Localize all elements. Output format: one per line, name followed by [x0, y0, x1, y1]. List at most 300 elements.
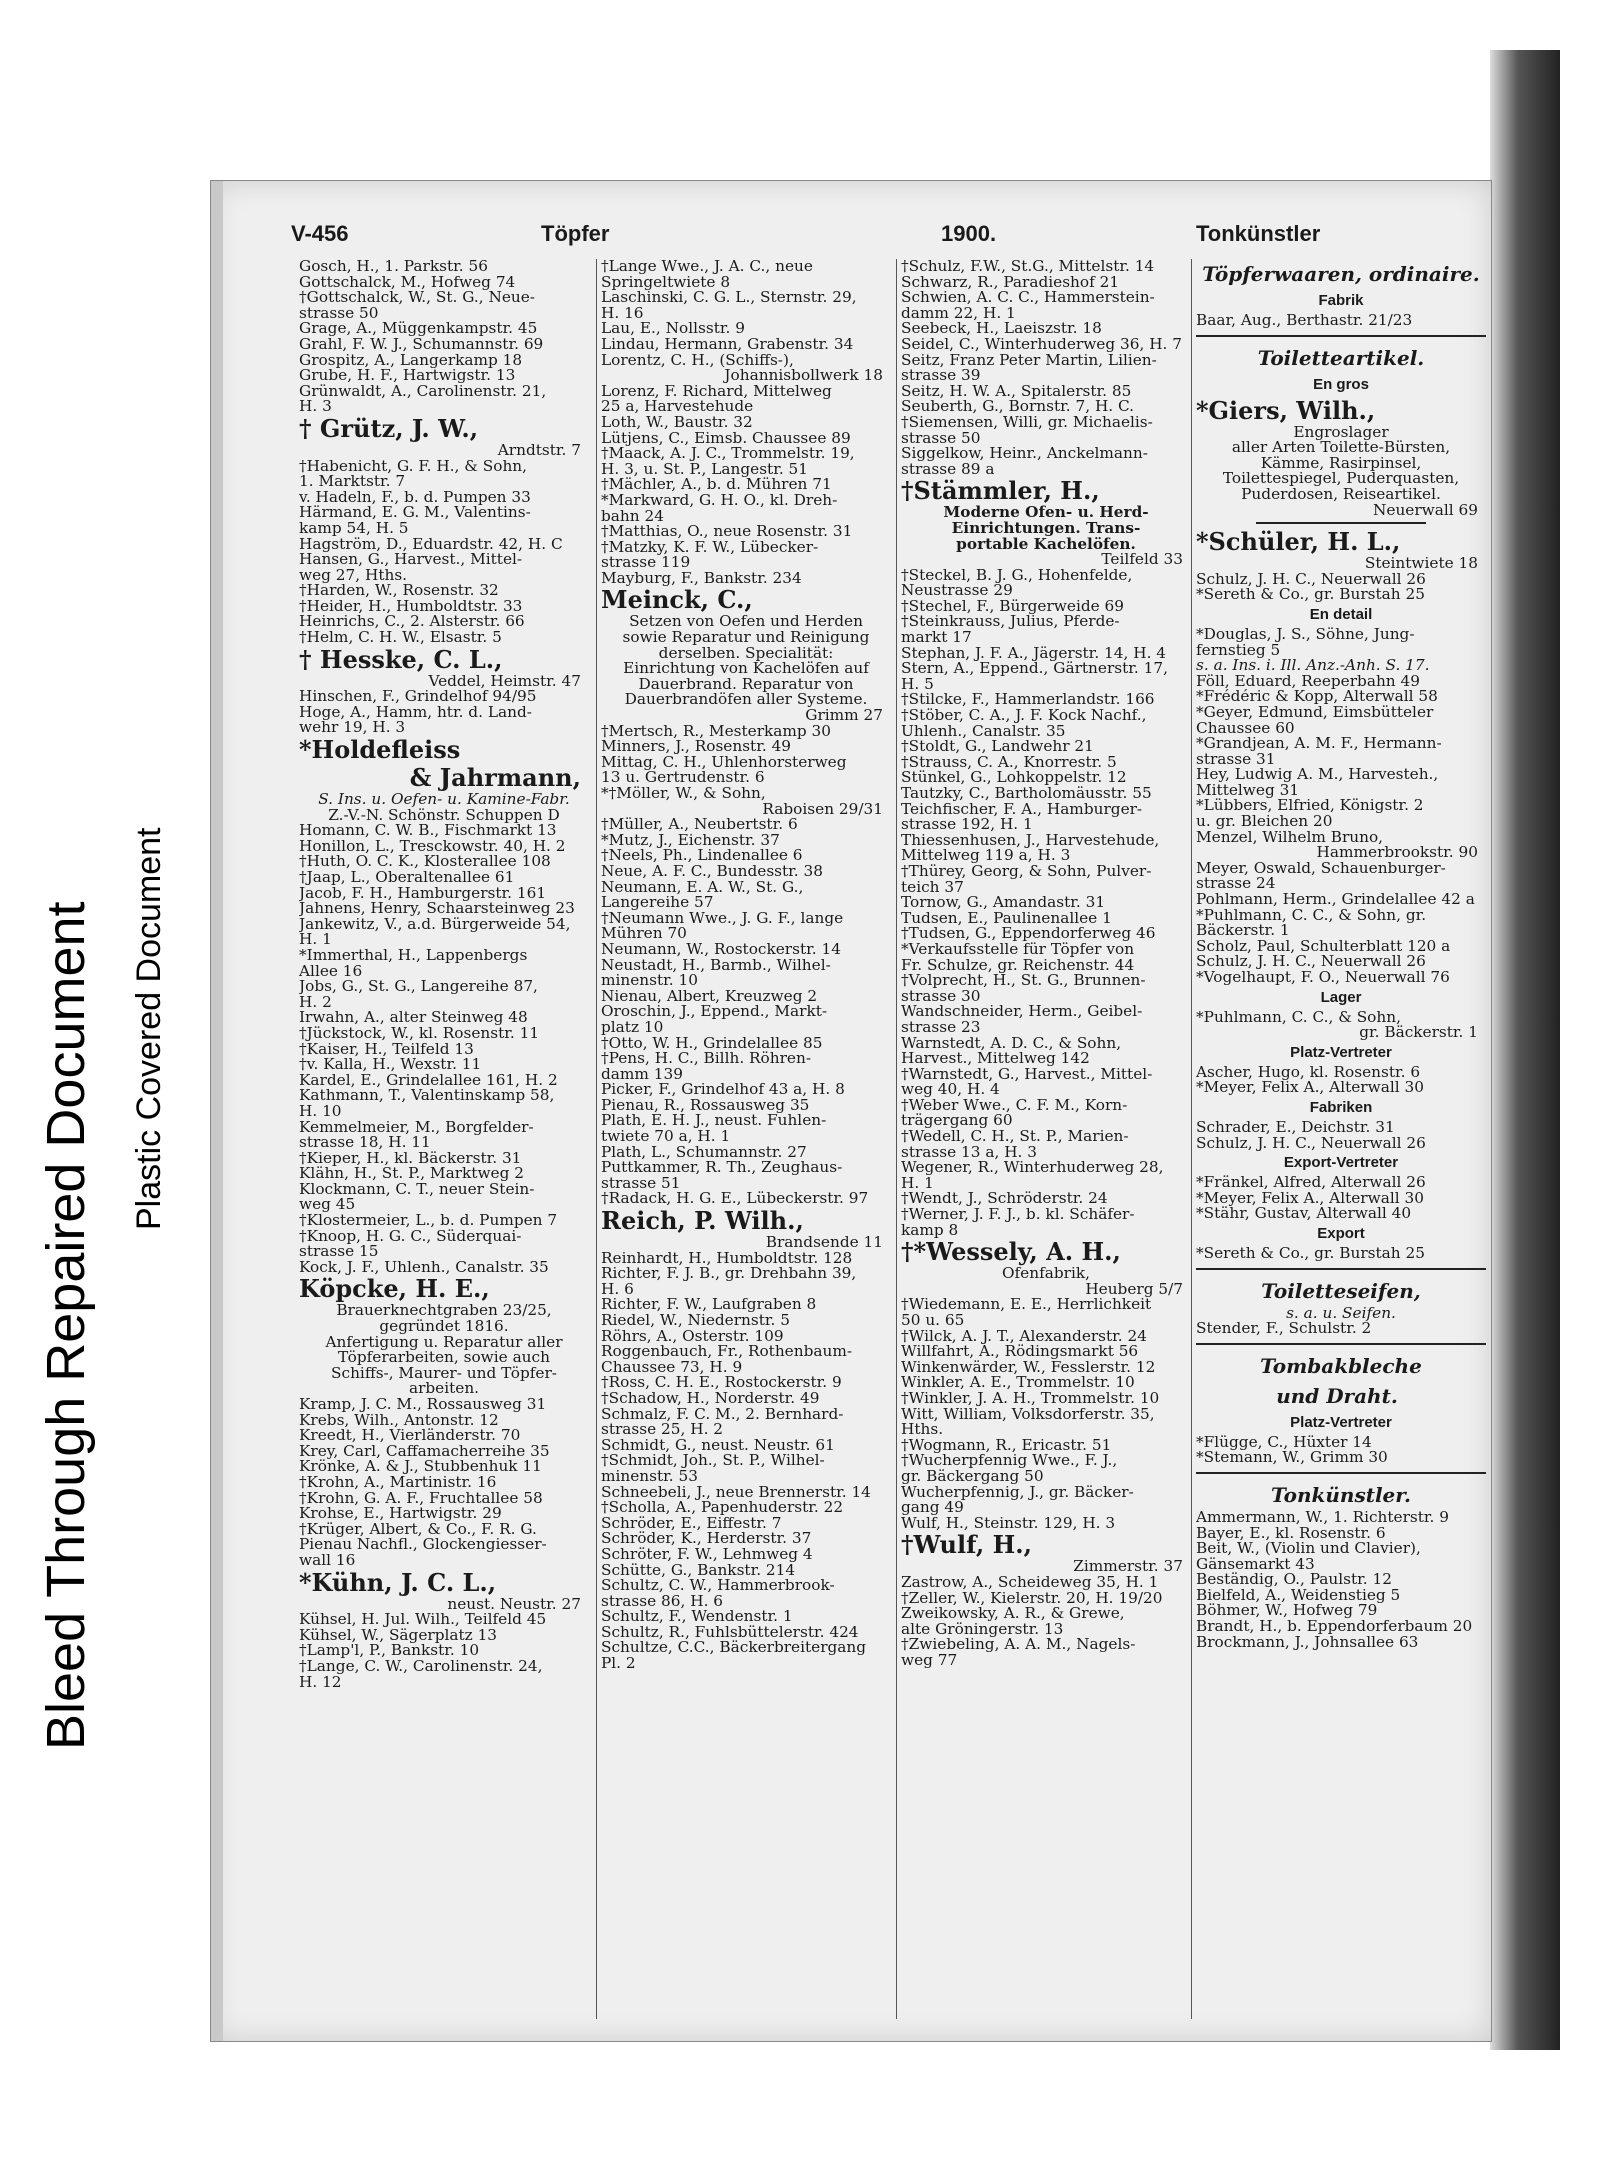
directory-entry: Schiffs-, Maurer- und Töpfer-: [331, 1365, 557, 1382]
directory-entry: Moderne Ofen- u. Herd-: [943, 505, 1149, 521]
directory-entry: strasse 24: [1196, 876, 1276, 893]
directory-entry: †Lamp'l, P., Bankstr. 10: [299, 1643, 480, 1659]
directory-entry: damm 22, H. 1: [901, 305, 1016, 322]
directory-entry: Arndtstr. 7: [497, 442, 581, 459]
directory-entry: †Wiedemann, E. E., Herrlichkeit: [901, 1297, 1152, 1313]
advert-name: *Kühn, J. C. L.,: [299, 1568, 497, 1597]
directory-entry: Witt, William, Volksdorferstr. 35,: [901, 1406, 1155, 1423]
directory-entry: Chaussee 60: [1196, 720, 1295, 737]
advert-name: †Stämmler, H.,: [901, 477, 1100, 506]
directory-entry: bahn 24: [601, 508, 664, 525]
directory-entry: Ascher, Hugo, kl. Rosenstr. 6: [1196, 1064, 1421, 1081]
directory-entry: †Müller, A., Neubertstr. 6: [601, 817, 798, 833]
directory-entry: Harvest., Mittelweg 142: [901, 1051, 1090, 1067]
directory-entry: H. 1: [299, 932, 332, 948]
directory-entry: Pienau, R., Rossausweg 35: [601, 1097, 810, 1114]
directory-entry: kamp 54, H. 5: [299, 520, 409, 537]
directory-entry: Hoge, A., Hamm, htr. d. Land-: [299, 704, 532, 721]
directory-entry: †Neumann Wwe., J. G. F., lange: [601, 910, 844, 927]
section-divider: [1196, 1268, 1486, 1270]
directory-entry: Gosch, H., 1. Parkstr. 56: [299, 259, 488, 275]
directory-entry: gegründet 1816.: [379, 1319, 509, 1335]
directory-entry: v. Hadeln, F., b. d. Pumpen 33: [299, 489, 531, 506]
directory-entry: twiete 70 a, H. 1: [601, 1129, 731, 1145]
directory-entry: †Jaap, L., Oberaltenallee 61: [299, 870, 515, 886]
directory-entry: Beständig, O., Paulstr. 12: [1196, 1572, 1392, 1588]
directory-entry: gr. Bäckerstr. 1: [1359, 1025, 1478, 1041]
directory-entry: Minners, J., Rosenstr. 49: [601, 739, 792, 755]
advert-name: †*Wessely, A. H.,: [901, 1238, 1121, 1267]
directory-entry: †Kaiser, H., Teilfeld 13: [299, 1041, 474, 1058]
book-spine-shadow: [1490, 50, 1560, 2050]
directory-entry: strasse 23: [901, 1019, 981, 1036]
directory-entry: Mayburg, F., Bankstr. 234: [601, 570, 802, 587]
directory-entry: Lindau, Hermann, Grabenstr. 34: [601, 336, 854, 353]
directory-entry: Krönke, A. & J., Stubbenhuk 11: [299, 1459, 542, 1475]
directory-entry: Mittag, C. H., Uhlenhorsterweg: [601, 754, 847, 771]
directory-entry: Pohlmann, Herm., Grindelallee 42 a: [1196, 892, 1475, 908]
directory-entry: Kardel, E., Grindelallee 161, H. 2: [299, 1072, 558, 1089]
directory-entry: Winkenwärder, W., Fesslerstr. 12: [901, 1359, 1156, 1376]
sidebar-secondary-label: Plastic Covered Document: [130, 827, 168, 1230]
directory-entry: †Weber Wwe., C. F. M., Korn-: [901, 1097, 1128, 1114]
directory-entry: minenstr. 10: [601, 973, 698, 989]
section-divider: [1196, 1343, 1486, 1345]
directory-entry: H. 6: [601, 1281, 634, 1298]
directory-entry: *Fränkel, Alfred, Alterwall 26: [1196, 1175, 1426, 1191]
column-divider: [896, 259, 897, 2019]
directory-entry: sowie Reparatur und Reinigung: [622, 630, 870, 646]
directory-entry: weg 40, H. 4: [901, 1082, 1000, 1098]
directory-entry: strasse 50: [901, 430, 981, 447]
page-number: V-456: [291, 221, 349, 246]
subsection-heading: En detail: [1309, 605, 1373, 623]
directory-entry: Mühren 70: [601, 926, 687, 942]
directory-entry: Teilfeld 33: [1101, 552, 1183, 568]
directory-entry: †Tudsen, G., Eppendorferweg 46: [901, 926, 1156, 942]
directory-entry: trägergang 60: [901, 1113, 1013, 1130]
directory-entry: Setzen von Oefen und Herden: [629, 614, 863, 631]
directory-entry: †Strauss, C. A., Knorrestr. 5: [901, 754, 1117, 771]
directory-entry: strasse 192, H. 1: [901, 817, 1033, 833]
directory-entry: H. 1: [901, 1175, 934, 1192]
directory-entry: Uhlenh., Canalstr. 35: [901, 723, 1066, 740]
directory-entry: †Mertsch, R., Mesterkamp 30: [601, 723, 832, 740]
directory-entry: Bielfeld, A., Weidenstieg 5: [1196, 1587, 1401, 1604]
directory-entry: weg 27, Hths.: [299, 567, 408, 584]
advert-name: †Wulf, H.,: [901, 1531, 1032, 1560]
directory-entry: strasse 50: [299, 305, 379, 322]
directory-entry: H. 3: [299, 399, 332, 415]
directory-entry: s. a. u. Seifen.: [1286, 1305, 1396, 1322]
directory-entry: Zweikowsky, A. R., & Grewe,: [901, 1606, 1125, 1622]
directory-entry: Kreedt, H., Vierländerstr. 70: [299, 1428, 521, 1444]
directory-entry: Loth, W., Baustr. 32: [601, 414, 753, 431]
directory-entry: *Immerthal, H., Lappenbergs: [299, 947, 528, 964]
directory-entry: †Ross, C. H. E., Rostockerstr. 9: [601, 1375, 842, 1391]
directory-entry: H. 3, u. St. P., Langestr. 51: [601, 461, 809, 478]
directory-entry: Lau, E., Nollsstr. 9: [601, 321, 745, 337]
directory-entry: †Mächler, A., b. d. Mühren 71: [601, 477, 832, 493]
directory-entry: Grimm 27: [805, 708, 883, 724]
directory-entry: Johannisbollwerk 18: [724, 368, 883, 384]
directory-entry: H. 12: [299, 1674, 342, 1691]
directory-entry: †Volprecht, H., St. G., Brunnen-: [901, 973, 1146, 989]
directory-entry: Hey, Ludwig A. M., Harvesteh.,: [1196, 767, 1439, 783]
directory-entry: Härmand, E. G. M., Valentins-: [299, 505, 531, 521]
directory-entry: †Kieper, H., kl. Bäckerstr. 31: [299, 1150, 522, 1167]
directory-entry: †Lange Wwe., J. A. C., neue: [601, 259, 813, 275]
directory-entry: *Flügge, C., Hüxter 14: [1196, 1434, 1372, 1451]
directory-entry: *Stähr, Gustav, Alterwall 40: [1196, 1206, 1412, 1222]
directory-entry: *Meyer, Felix A., Alterwall 30: [1196, 1190, 1424, 1207]
directory-entry: 25 a, Harvestehude: [601, 399, 754, 415]
directory-entry: Schwien, A. C. C., Hammerstein-: [901, 290, 1155, 306]
directory-entry: strasse 30: [901, 988, 981, 1005]
directory-entry: Schultz, R., Fuhlsbüttelerstr. 424: [601, 1624, 859, 1641]
directory-entry: †Wilck, A. J. T., Alexanderstr. 24: [901, 1328, 1147, 1345]
directory-entry: Wucherpfennig, J., gr. Bäcker-: [901, 1484, 1134, 1501]
directory-entry: Tautzky, C., Bartholomäusstr. 55: [901, 786, 1152, 802]
directory-entry: †Wendt, J., Schröderstr. 24: [901, 1191, 1108, 1208]
directory-entry: Gänsemarkt 43: [1196, 1556, 1315, 1573]
directory-entry: Seidel, C., Winterhuderweg 36, H. 7: [901, 336, 1182, 353]
directory-entry: Reinhardt, H., Humboldtstr. 128: [601, 1250, 853, 1267]
directory-entry: †Helm, C. H. W., Elsastr. 5: [299, 630, 502, 646]
directory-column-1: [299, 259, 589, 1690]
directory-entry: †v. Kalla, H., Wexstr. 11: [299, 1057, 482, 1073]
directory-entry: Schultz, C. W., Hammerbrook-: [601, 1578, 835, 1594]
directory-entry: Brauerknechtgraben 23/25,: [336, 1303, 552, 1320]
subsection-heading: Fabrik: [1318, 292, 1364, 309]
directory-entry: fernstieg 5: [1196, 642, 1281, 659]
section-divider: [1196, 335, 1486, 337]
directory-entry: S. Ins. u. Oefen- u. Kamine-Fabr.: [318, 792, 570, 808]
directory-entry: Jacob, F. H., Hamburgerstr. 161: [299, 885, 547, 902]
directory-entry: Klähn, H., St. P., Marktweg 2: [299, 1166, 524, 1182]
advert-name: *Holdefleiss: [299, 736, 461, 765]
directory-entry: Seebeck, H., Laeiszstr. 18: [901, 321, 1102, 337]
directory-entry: †Schulz, F.W., St.G., Mittelstr. 14: [901, 259, 1155, 275]
subsection-heading: Fabriken: [1309, 1098, 1373, 1116]
directory-entry: †Winkler, J. A. H., Trommelstr. 10: [901, 1390, 1160, 1407]
directory-entry: *Lübbers, Elfried, Königstr. 2: [1196, 798, 1424, 815]
directory-entry: Stender, F., Schulstr. 2: [1196, 1321, 1372, 1337]
subsection-heading: Platz-Vertreter: [1290, 1413, 1392, 1431]
directory-entry: Seitz, H. W. A., Spitalerstr. 85: [901, 383, 1132, 400]
directory-entry: Grube, H. F., Hartwigstr. 13: [299, 368, 516, 384]
directory-entry: strasse 31: [1196, 751, 1276, 768]
directory-entry: Kemmelmeier, M., Borgfelder-: [299, 1119, 534, 1136]
directory-entry: Menzel, Wilhelm Bruno,: [1196, 829, 1384, 846]
directory-entry: Kämme, Rasirpinsel,: [1260, 455, 1422, 472]
directory-entry: Scholz, Paul, Schulterblatt 120 a: [1196, 938, 1451, 955]
directory-entry: *Puhlmann, C. C., & Sohn,: [1196, 1009, 1401, 1026]
directory-entry: †Stöber, C. A., J. F. Kock Nachf.,: [901, 708, 1147, 724]
directory-entry: Thiessenhusen, J., Harvestehude,: [901, 832, 1160, 849]
directory-entry: *Grandjean, A. M. F., Hermann-: [1196, 736, 1442, 752]
directory-entry: Brandt, H., b. Eppendorferbaum 20: [1196, 1619, 1473, 1635]
advert-name: *Giers, Wilh.,: [1196, 396, 1376, 425]
directory-entry: Jahnens, Henry, Schaarsteinweg 23: [299, 901, 575, 917]
directory-entry: †Otto, W. H., Grindelallee 85: [601, 1035, 823, 1052]
directory-entry: †Matthias, O., neue Rosenstr. 31: [601, 524, 853, 540]
directory-entry: strasse 18, H. 11: [299, 1135, 431, 1151]
directory-entry: H. 5: [901, 676, 934, 693]
directory-entry: *Frédéric & Kopp, Alterwall 58: [1196, 689, 1438, 705]
directory-entry: Jobs, G., St. G., Langereihe 87,: [299, 979, 538, 995]
running-header: [291, 221, 1391, 251]
directory-entry: Stern, A., Eppend., Gärtnerstr. 17,: [901, 661, 1168, 677]
directory-entry: Anfertigung u. Reparatur aller: [325, 1334, 563, 1351]
directory-entry: portable Kachelöfen.: [956, 536, 1136, 553]
directory-entry: Grahl, F. W. J., Schumannstr. 69: [299, 336, 544, 353]
directory-entry: Tornow, G., Amandastr. 31: [901, 895, 1106, 911]
directory-entry: †Krohn, G. A. F., Fruchtallee 58: [299, 1490, 543, 1507]
directory-entry: s. a. Ins. i. Ill. Anz.-Anh. S. 17.: [1196, 658, 1430, 674]
directory-entry: Z.-V.-N. Schönstr. Schuppen D: [328, 807, 560, 824]
directory-entry: kamp 8: [901, 1222, 959, 1239]
directory-entry: Jankewitz, V., a.d. Bürgerweide 54,: [299, 916, 571, 933]
directory-entry: Neustadt, H., Barmb., Wilhel-: [601, 957, 831, 974]
directory-column-2: [601, 259, 891, 1672]
subsection-heading: Export-Vertreter: [1283, 1154, 1399, 1172]
directory-entry: †Krüger, Albert, & Co., F. R. G.: [299, 1521, 537, 1538]
directory-entry: †Harden, W., Rosenstr. 32: [299, 583, 499, 599]
directory-entry: Dauerbrand. Reparatur von: [638, 676, 854, 693]
directory-entry: *Douglas, J. S., Söhne, Jung-: [1196, 626, 1415, 643]
directory-entry: Bäckerstr. 1: [1196, 923, 1290, 939]
directory-entry: strasse 86, H. 6: [601, 1593, 724, 1610]
directory-entry: *Puhlmann, C. C., & Sohn, gr.: [1196, 907, 1427, 924]
directory-entry: H. 2: [299, 994, 332, 1011]
directory-entry: minenstr. 53: [601, 1468, 698, 1485]
directory-entry: Lorenz, F. Richard, Mittelweg: [601, 383, 832, 400]
directory-entry: Hansen, G., Harvest., Mittel-: [299, 552, 523, 568]
directory-entry: †Matzky, K. F. W., Lübecker-: [601, 539, 819, 556]
directory-entry: weg 77: [901, 1652, 958, 1669]
directory-entry: Picker, F., Grindelhof 43 a, H. 8: [601, 1082, 845, 1098]
directory-entry: Chaussee 73, H. 9: [601, 1359, 743, 1376]
directory-entry: u. gr. Bleichen 20: [1196, 814, 1333, 830]
directory-entry: Seitz, Franz Peter Martin, Lilien-: [901, 352, 1157, 369]
directory-entry: Kühsel, W., Sägerplatz 13: [299, 1627, 498, 1644]
directory-entry: Toilettespiegel, Puderquasten,: [1222, 471, 1460, 487]
directory-entry: Neumann, W., Rostockerstr. 14: [601, 941, 841, 958]
directory-entry: Kathmann, T., Valentinskamp 58,: [299, 1088, 555, 1104]
directory-entry: Raboisen 29/31: [762, 801, 883, 818]
scanned-page: [210, 180, 1492, 2042]
directory-entry: *Markward, G. H. O., kl. Dreh-: [601, 492, 838, 509]
directory-entry: Puttkammer, R. Th., Zeughaus-: [601, 1160, 843, 1176]
directory-entry: *Vogelhaupt, F. O., Neuerwall 76: [1196, 970, 1450, 986]
directory-entry: Riedel, W., Niedernstr. 5: [601, 1313, 790, 1329]
directory-entry: *Verkaufsstelle für Töpfer von: [901, 941, 1135, 958]
directory-entry: alte Gröningerstr. 13: [901, 1621, 1064, 1638]
directory-entry: strasse 51: [601, 1175, 681, 1192]
section-divider: [1196, 1472, 1486, 1474]
section-heading: Toiletteartikel.: [1257, 345, 1425, 370]
directory-entry: Schneebeli, J., neue Brennerstr. 14: [601, 1484, 871, 1501]
directory-entry: Neumann, E. A. W., St. G.,: [601, 879, 804, 896]
directory-entry: Gottschalck, M., Hofweg 74: [299, 274, 516, 291]
directory-entry: Grünwaldt, A., Carolinenstr. 21,: [299, 383, 547, 400]
directory-entry: †Scholla, A., Papenhuderstr. 22: [601, 1500, 844, 1516]
directory-entry: *Meyer, Felix A., Alterwall 30: [1196, 1080, 1424, 1096]
directory-entry: Willfahrt, A., Rödingsmarkt 56: [901, 1344, 1139, 1360]
subsection-heading: Platz-Vertreter: [1290, 1043, 1392, 1061]
sidebar-labels: [30, 700, 190, 1750]
directory-entry: strasse 89 a: [901, 461, 995, 478]
directory-entry: Krohse, E., Hartwigstr. 29: [299, 1506, 502, 1522]
directory-entry: *Mutz, J., Eichenstr. 37: [601, 832, 780, 849]
directory-entry: Stephan, J. F. A., Jägerstr. 14, H. 4: [901, 645, 1167, 662]
directory-entry: Meyer, Oswald, Schauenburger-: [1196, 860, 1446, 877]
directory-entry: Föll, Eduard, Reeperbahn 49: [1196, 673, 1420, 690]
directory-entry: 13 u. Gertrudenstr. 6: [601, 770, 765, 786]
directory-entry: †Jückstock, W., kl. Rosenstr. 11: [299, 1025, 540, 1042]
directory-entry: strasse 15: [299, 1244, 379, 1260]
column-divider: [1191, 259, 1192, 2019]
directory-entry: †Stechel, F., Bürgerweide 69: [901, 598, 1125, 615]
directory-entry: †Werner, J. F. J., b. kl. Schäfer-: [901, 1207, 1135, 1223]
directory-entry: Nienau, Albert, Kreuzweg 2: [601, 988, 818, 1005]
section-heading: und Draht.: [1276, 1383, 1398, 1408]
directory-entry: Bayer, E., kl. Rosenstr. 6: [1196, 1525, 1386, 1542]
advert-name: † Grütz, J. W.,: [299, 414, 479, 443]
directory-entry: †Siemensen, Willi, gr. Michaelis-: [901, 414, 1153, 431]
directory-entry: †Zwiebeling, A. A. M., Nagels-: [901, 1637, 1136, 1653]
directory-entry: Neustrasse 29: [901, 583, 1013, 599]
advert-name: & Jahrmann,: [409, 764, 581, 793]
directory-entry: wall 16: [299, 1552, 356, 1569]
directory-entry: Schröder, K., Herderstr. 37: [601, 1531, 812, 1547]
directory-entry: †Maack, A. J. C., Trommelstr. 19,: [601, 446, 855, 462]
directory-entry: Ofenfabrik,: [1001, 1266, 1091, 1282]
directory-entry: Richter, F. W., Laufgraben 8: [601, 1297, 817, 1313]
directory-entry: 1. Marktstr. 7: [299, 474, 406, 490]
directory-entry: Tudsen, E., Paulinenallee 1: [901, 910, 1112, 927]
directory-entry: Baar, Aug., Berthastr. 21/23: [1196, 313, 1413, 329]
directory-entry: Krey, Carl, Caffamacherreihe 35: [299, 1443, 550, 1460]
directory-entry: †Pens, H. C., Billh. Röhren-: [601, 1051, 812, 1067]
directory-entry: Böhmer, W., Hofweg 79: [1196, 1603, 1378, 1620]
directory-entry: Allee 16: [299, 963, 363, 980]
directory-entry: Steintwiete 18: [1364, 556, 1478, 572]
advert-name: Köpcke, H. E.,: [299, 1275, 490, 1304]
sidebar-primary-label: Bleed Through Repaired Document: [36, 901, 96, 1750]
directory-entry: Mittelweg 31: [1196, 782, 1300, 799]
advert-name: *Schüler, H. L.,: [1196, 528, 1401, 557]
advert-name: † Hesske, C. L.,: [299, 645, 503, 674]
directory-entry: Wulf, H., Steinstr. 129, H. 3: [901, 1515, 1116, 1532]
section-heading: Töpferwaaren, ordinaire.: [1202, 262, 1480, 286]
directory-entry: †Zeller, W., Kielerstr. 20, H. 19/20: [901, 1590, 1163, 1607]
directory-entry: Hths.: [901, 1422, 944, 1438]
directory-entry: †Stoldt, G., Landwehr 21: [901, 739, 1094, 755]
directory-entry: gr. Bäckergang 50: [901, 1468, 1044, 1485]
directory-entry: strasse 13 a, H. 3: [901, 1144, 1038, 1161]
directory-entry: Einrichtung von Kachelöfen auf: [623, 661, 869, 677]
directory-entry: Siggelkow, Heinr., Anckelmann-: [901, 446, 1148, 462]
directory-entry: arbeiten.: [408, 1381, 480, 1397]
directory-entry: †Wedell, C. H., St. P., Marien-: [901, 1129, 1129, 1145]
directory-entry: †Warnstedt, G., Harvest., Mittel-: [901, 1066, 1153, 1083]
directory-entry: Schulz, J. H. C., Neuerwall 26: [1196, 1135, 1426, 1152]
subsection-heading: Export: [1317, 1224, 1365, 1242]
directory-entry: *†Möller, W., & Sohn,: [601, 786, 766, 802]
directory-column-3: [901, 259, 1191, 1668]
directory-entry: Schmalz, F. C. M., 2. Bernhard-: [601, 1406, 844, 1423]
directory-entry: Seuberth, G., Bornstr. 7, H. C.: [901, 399, 1135, 415]
directory-entry: strasse 25, H. 2: [601, 1422, 724, 1438]
directory-entry: Plath, L., Schumannstr. 27: [601, 1144, 807, 1161]
directory-entry: Brockmann, J., Johnsallee 63: [1196, 1634, 1419, 1651]
directory-entry: teich 37: [901, 879, 964, 896]
directory-entry: Dauerbrandöfen aller Systeme.: [624, 692, 868, 709]
directory-entry: *Geyer, Edmund, Eimsbütteler: [1196, 704, 1434, 721]
directory-entry: Schulz, J. H. C., Neuerwall 26: [1196, 954, 1426, 970]
section-heading: Toiletteseifen,: [1261, 1278, 1421, 1303]
directory-entry: Puderdosen, Reiseartikel.: [1241, 486, 1441, 503]
directory-entry: †Stilcke, F., Hammerlandstr. 166: [901, 692, 1155, 709]
directory-entry: †Wucherpfennig Wwe., F. J.,: [901, 1453, 1118, 1469]
directory-entry: Neuerwall 69: [1373, 502, 1478, 519]
directory-entry: Beit, W., (Violin und Clavier),: [1196, 1541, 1421, 1557]
directory-entry: *Stemann, W., Grimm 30: [1196, 1450, 1388, 1466]
directory-entry: Oroschin, J., Eppend., Markt-: [601, 1004, 828, 1020]
directory-entry: †Klostermeier, L., b. d. Pumpen 7: [299, 1213, 558, 1229]
directory-entry: Springeltwiete 8: [601, 274, 731, 291]
directory-entry: Brandsende 11: [765, 1235, 883, 1251]
header-category: Töpfer: [541, 221, 610, 246]
directory-entry: Pl. 2: [601, 1656, 636, 1672]
directory-entry: †Neels, Ph., Lindenallee 6: [601, 848, 803, 864]
directory-entry: Honillon, L., Tresckowstr. 40, H. 2: [299, 838, 566, 855]
advert-name: Meinck, C.,: [601, 586, 753, 615]
header-next-category: Tonkünstler: [1196, 221, 1321, 246]
section-heading: Tonkünstler.: [1271, 1482, 1411, 1507]
directory-entry: Schmidt, G., neust. Neustr. 61: [601, 1437, 835, 1454]
directory-entry: Veddel, Heimstr. 47: [428, 673, 581, 690]
directory-entry: †Steinkrauss, Julius, Pferde-: [901, 614, 1120, 631]
directory-entry: Lütjens, C., Eimsb. Chaussee 89: [601, 430, 851, 447]
header-year: 1900.: [941, 221, 997, 246]
directory-entry: Wandschneider, Herm., Geibel-: [901, 1004, 1143, 1020]
directory-entry: Zastrow, A., Scheideweg 35, H. 1: [901, 1574, 1159, 1591]
directory-entry: Schultze, C.C., Bäckerbreitergang: [601, 1640, 867, 1657]
directory-entry: Richter, F. J. B., gr. Drehbahn 39,: [601, 1266, 857, 1282]
directory-entry: Kock, J. F., Uhlenh., Canalstr. 35: [299, 1259, 549, 1276]
directory-entry: Wegener, R., Winterhuderweg 28,: [901, 1160, 1164, 1176]
directory-entry: Mittelweg 119 a, H. 3: [901, 848, 1071, 864]
directory-entry: derselben. Specialität:: [658, 645, 834, 662]
directory-entry: Lorentz, C. H., (Schiffs-),: [601, 352, 794, 369]
directory-entry: Winkler, A. E., Trommelstr. 10: [901, 1375, 1135, 1391]
directory-entry: Röhrs, A., Osterstr. 109: [601, 1328, 784, 1345]
directory-entry: Kühsel, H. Jul. Wilh., Teilfeld 45: [299, 1612, 547, 1628]
directory-entry: Zimmerstr. 37: [1073, 1559, 1183, 1575]
directory-entry: Schröder, E., Eiffestr. 7: [601, 1515, 782, 1532]
directory-entry: Schröter, F. W., Lehmweg 4: [601, 1546, 813, 1563]
directory-entry: Irwahn, A., alter Steinweg 48: [299, 1010, 528, 1026]
section-divider: [1256, 522, 1426, 524]
directory-entry: Schrader, E., Deichstr. 31: [1196, 1119, 1395, 1136]
directory-entry: Krebs, Wilh., Antonstr. 12: [299, 1412, 499, 1429]
directory-entry: Roggenbauch, Fr., Rothenbaum-: [601, 1344, 853, 1360]
directory-entry: Neue, A. F. C., Bundesstr. 38: [601, 863, 823, 880]
directory-entry: Schwarz, R., Paradieshof 21: [901, 274, 1120, 291]
